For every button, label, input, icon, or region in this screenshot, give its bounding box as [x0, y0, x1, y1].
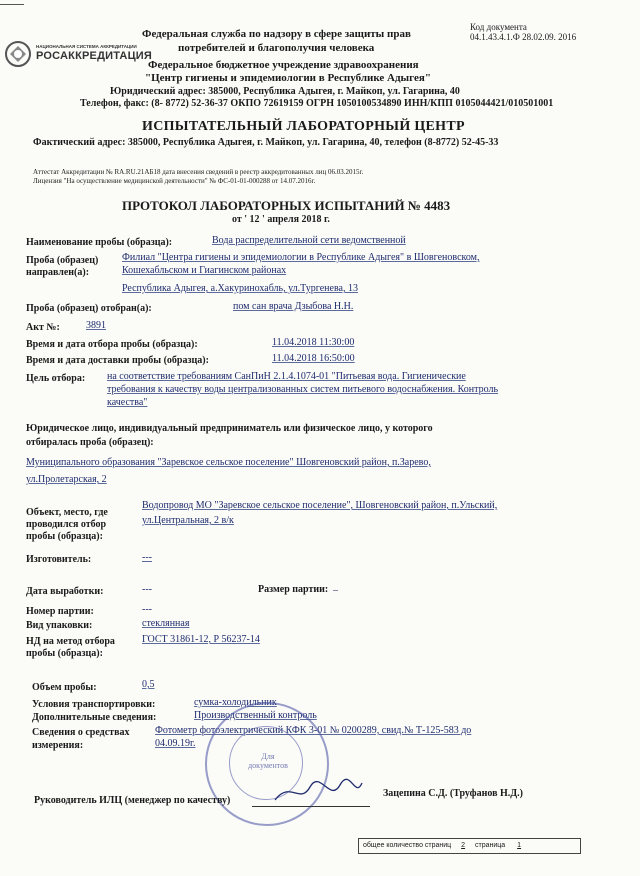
- legal-entity-label2: отбиралась проба (образец):: [26, 437, 154, 448]
- total-pages-label: общее количество страниц: [363, 842, 452, 849]
- taken-by-label: Проба (образец) отобран(а):: [26, 303, 152, 314]
- purpose-label: Цель отбора:: [26, 373, 86, 384]
- nd-value: ГОСТ 31861-12, Р 56237-14: [142, 634, 260, 645]
- handwritten-signature-icon: [270, 775, 365, 810]
- accreditation-emblem-icon: [4, 40, 34, 68]
- transport-label: Условия транспортировки:: [32, 699, 156, 710]
- extra-label: Дополнительные сведения:: [32, 712, 157, 723]
- institution-line1: Федеральное бюджетное учреждение здравоохранения: [148, 59, 419, 71]
- batch-size-label: Размер партии:: [258, 584, 329, 595]
- manufacturer-label: Изготовитель:: [26, 554, 92, 565]
- institution-line2: "Центр гигиены и эпидемиологии в Республике Адыгея": [145, 72, 431, 84]
- phone-line: Телефон, факс: (8- 8772) 52-36-37 ОКПО 72619159 ОГРН 1050100534890 ИНН/КПП 0105044421/010501001: [80, 98, 554, 109]
- sample-name-value: Вода распределительной сети ведомственной: [212, 235, 406, 246]
- agency-line2: потребителей и благополучия человека: [178, 42, 375, 54]
- page-label: страница: [475, 842, 506, 849]
- lab-attestat: Аттестат Аккредитации № RA.RU.21АБ18 дата внесения сведений в реестр аккредитованных лиц 06.03.2015г.: [33, 168, 364, 176]
- extra-value: Производственный контроль: [194, 710, 317, 721]
- taken-by-value: пом сан врача Дзыбова Н.Н.: [233, 301, 354, 312]
- object-label2: проводился отбор: [26, 519, 107, 530]
- transport-value: сумка-холодильник: [194, 697, 277, 708]
- packaging-label: Вид упаковки:: [26, 620, 93, 631]
- page-count-box: [358, 838, 581, 854]
- logo-small-text: НАЦИОНАЛЬНАЯ СИСТЕМА АККРЕДИТАЦИИ: [36, 44, 137, 49]
- sent-by-value1: Филиал "Центра гигиены и эпидемиологии в Республике Адыгея" в Шовгеновском,: [122, 252, 480, 263]
- legal-entity-value1: Муниципального образования "Заревское сельское поселение" Шовгеновский район, п.Зарево,: [26, 457, 431, 468]
- total-pages-value: 2: [461, 842, 466, 849]
- volume-value: 0,5: [142, 679, 155, 690]
- sampling-time-label: Время и дата отбора пробы (образца):: [26, 339, 198, 350]
- lab-actual-address: Фактический адрес: 385000, Республика Адыгея, г. Майкоп, ул. Гагарина, 40, телефон (8-8772) 52-45-33: [33, 137, 499, 148]
- production-date-label: Дата выработки:: [26, 586, 104, 597]
- sent-by-label1: Проба (образец): [26, 255, 99, 266]
- signatory-name: Зацепина С.Д. (Труфанов Н.Д.): [383, 788, 523, 799]
- batch-number-value: ---: [142, 604, 152, 615]
- purpose-value1: на соответствие требованиям СанПиН 2.1.4.1074-01 "Питьевая вода. Гигиенические: [107, 371, 466, 382]
- corner-mark: [0, 0, 24, 5]
- purpose-value3: качества": [107, 397, 148, 408]
- manufacturer-value: ---: [142, 552, 152, 563]
- lab-license: Лицензия "На осуществление медицинской деятельности" № ФС-01-01-000288 от 14.07.2016г.: [33, 177, 316, 185]
- delivery-time-value: 11.04.2018 16:50:00: [272, 353, 355, 364]
- means-value1: Фотометр фотоэлектрический КФК 3-01 № 0200289, свид.№ Т-125-583 до: [155, 725, 472, 736]
- nd-label1: НД на метод отбора: [26, 636, 115, 647]
- sampling-time-value: 11.04.2018 11:30:00: [272, 337, 355, 348]
- agency-line1: Федеральная служба по надзору в сфере защиты прав: [142, 28, 411, 40]
- page-value: 1: [517, 842, 522, 849]
- legal-entity-label1: Юридическое лицо, индивидуальный предприниматель или физическое лицо, у которого: [26, 423, 433, 434]
- object-label3: пробы (образца):: [26, 531, 103, 542]
- sample-name-label: Наименование пробы (образца):: [26, 237, 173, 248]
- act-value: 3891: [86, 320, 106, 331]
- legal-entity-value2: ул.Пролетарская, 2: [26, 474, 107, 485]
- nd-label2: пробы (образца):: [26, 648, 103, 659]
- protocol-date: от ' 12 ' апреля 2018 г.: [232, 214, 330, 225]
- object-label1: Объект, место, где: [26, 507, 108, 518]
- sent-by-label2: направлен(а):: [26, 267, 90, 278]
- sent-by-value2: Кошехабльском и Гиагинском районах: [122, 265, 287, 276]
- protocol-title: ПРОТОКОЛ ЛАБОРАТОРНЫХ ИСПЫТАНИЙ № 4483: [122, 198, 451, 213]
- packaging-value: стеклянная: [142, 618, 190, 629]
- legal-address: Юридический адрес: 385000, Республика Адыгея, г. Майкоп, ул. Гагарина, 40: [110, 86, 460, 97]
- purpose-value2: требования к качеству воды централизованных систем питьевого водоснабжения. Контроль: [107, 384, 499, 395]
- sent-by-value3: Республика Адыгея, а.Хакуринохабль, ул.Тургенева, 13: [122, 283, 358, 294]
- stamp-text: Для документов: [248, 752, 288, 770]
- doc-code-value: 04.1.43.4.1.Ф 28.02.09. 2016: [470, 32, 577, 42]
- act-label: Акт №:: [26, 322, 60, 333]
- batch-size-value: _: [333, 581, 338, 592]
- object-value2: ул.Центральная, 2 в/к: [142, 515, 234, 526]
- means-label2: измерения:: [32, 740, 84, 751]
- means-label1: Сведения о средствах: [32, 727, 130, 738]
- signature-label: Руководитель ИЛЦ (менеджер по качеству): [34, 795, 231, 806]
- lab-title: ИСПЫТАТЕЛЬНЫЙ ЛАБОРАТОРНЫЙ ЦЕНТР: [142, 119, 465, 134]
- object-value1: Водопровод МО "Заревское сельское поселение", Шовгеновский район, п.Ульский,: [142, 500, 498, 511]
- production-date-value: ---: [142, 584, 152, 595]
- volume-label: Объем пробы:: [32, 682, 97, 693]
- delivery-time-label: Время и дата доставки пробы (образца):: [26, 355, 209, 366]
- batch-number-label: Номер партии:: [26, 606, 94, 617]
- doc-code-label: Код документа: [470, 22, 527, 32]
- means-value2: 04.09.19г.: [155, 738, 196, 749]
- logo-main-text: РОСАККРЕДИТАЦИЯ: [36, 50, 153, 62]
